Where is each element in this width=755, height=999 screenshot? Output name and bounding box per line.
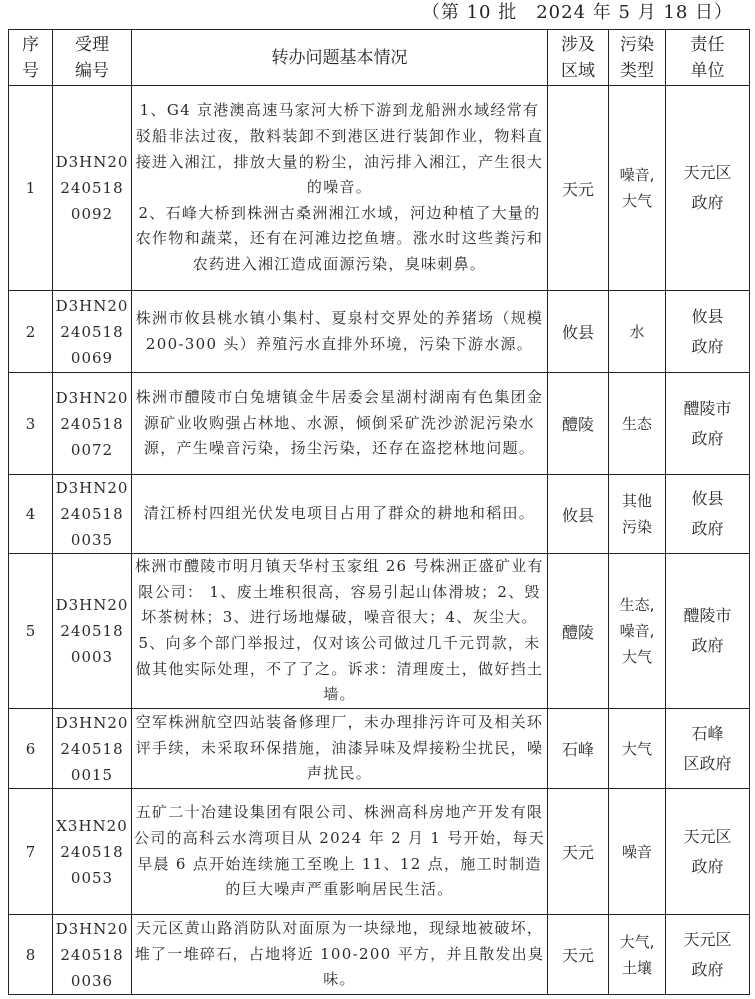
code-line: D3HN20	[55, 713, 129, 732]
code-line: D3HN20	[55, 479, 129, 497]
cell-responsible-unit	[666, 709, 750, 789]
header-text: 编号	[75, 60, 109, 81]
cell-code	[53, 789, 132, 915]
unit-line: 攸县	[691, 306, 724, 326]
unit-line: 醴陵市	[683, 606, 732, 625]
cell-pollution-type	[609, 475, 666, 554]
pollution-type-line: 大气	[621, 648, 652, 666]
header-text: 受理	[75, 34, 109, 55]
cell-code	[53, 915, 132, 995]
pollution-type-line: 噪音,	[619, 166, 655, 184]
table-header-row	[9, 30, 750, 86]
unit-line: 攸县	[691, 489, 724, 508]
cell-seq: 2	[9, 291, 53, 373]
cell-pollution-type	[609, 915, 666, 995]
header-text: 污染	[620, 34, 654, 55]
cell-pollution-type	[609, 373, 666, 475]
cell-code	[53, 709, 132, 789]
code-line: 240518	[60, 842, 124, 861]
pollution-type-line: 生态,	[619, 596, 655, 614]
code-line: D3HN20	[55, 596, 129, 614]
code-line: 0072	[70, 440, 114, 459]
cell-seq: 6	[9, 709, 53, 789]
pollution-type-line: 噪音,	[619, 622, 655, 640]
unit-line: 政府	[691, 636, 724, 655]
description-paragraph: 株洲市醴陵市明月镇天华村玉家组 26 号株洲正盛矿业有限公司： 1、废土堆积很高，容易引起山体滑坡；2、毁坏茶树林；3、进行场地爆破，噪音很大；4、灰尘大。5、向多个部门举报过，仅对该公司做过几千元罚款，未做其他实际处理，不了了之。诉求：清理废土，做好挡土墙。	[135, 557, 544, 704]
code-line: 0092	[70, 205, 114, 223]
cell-responsible-unit	[666, 915, 750, 995]
code-line: 240518	[60, 739, 124, 758]
header-text: 号	[22, 60, 39, 81]
complaint-table	[8, 29, 750, 995]
cell-pollution-type	[609, 789, 666, 915]
unit-line: 石峰	[691, 723, 724, 743]
cell-responsible-unit	[666, 554, 750, 709]
unit-line: 天元区	[683, 163, 732, 182]
cell-pollution-type	[609, 86, 666, 291]
cell-pollution-type	[609, 291, 666, 373]
cell-code	[53, 475, 132, 554]
table-row	[9, 554, 750, 709]
cell-region: 醴陵	[548, 373, 609, 475]
cell-seq: 7	[9, 789, 53, 915]
code-line: 240518	[60, 505, 124, 523]
cell-region: 天元	[548, 915, 609, 995]
unit-line: 政府	[691, 856, 724, 876]
code-line: 0036	[70, 971, 114, 990]
description-paragraph: 五矿二十冶建设集团有限公司、株洲高科房地产开发有限公司的高科云水湾项目从 2024 年 2 月 1 号开始，每天早晨 6 点开始连续施工至晚上 11、12 点，施工时制造的巨大噪声严重影响居民生活。	[133, 803, 546, 899]
description-paragraph: 1、G4 京港澳高速马家河大桥下游到龙船洲水域经常有驳船非法过夜，散料装卸不到港区进行装卸作业，物料直接进入湘江，排放大量的粉尘，油污排入湘江，产生很大的噪音。	[135, 101, 544, 197]
code-line: 0035	[70, 531, 114, 549]
cell-responsible-unit	[666, 475, 750, 554]
header-text: 序	[22, 34, 39, 55]
cell-description	[132, 915, 548, 995]
table-row	[9, 373, 750, 475]
code-line: D3HN20	[55, 296, 129, 315]
pollution-type-line: 土壤	[621, 958, 652, 977]
pollution-type-line: 其他	[621, 492, 652, 510]
header-code	[53, 30, 132, 86]
cell-region: 攸县	[548, 475, 609, 554]
code-line: 240518	[60, 179, 124, 197]
cell-seq: 4	[9, 475, 53, 554]
code-line: 0069	[70, 348, 114, 367]
pollution-type-line: 大气,	[619, 932, 655, 951]
cell-region: 石峰	[548, 709, 609, 789]
cell-responsible-unit	[666, 373, 750, 475]
cell-responsible-unit	[666, 86, 750, 291]
table-row	[9, 86, 750, 291]
pollution-type-line: 生态	[621, 414, 652, 433]
unit-line: 天元区	[683, 929, 732, 949]
cell-seq: 3	[9, 373, 53, 475]
cell-seq: 5	[9, 554, 53, 709]
unit-line: 天元区	[683, 826, 732, 846]
header-text: 单位	[690, 60, 725, 81]
pollution-type-line: 大气	[621, 739, 652, 758]
cell-description	[132, 554, 548, 709]
unit-line: 区政府	[683, 753, 732, 773]
cell-description	[132, 86, 548, 291]
table-row	[9, 789, 750, 915]
cell-description	[132, 709, 548, 789]
pollution-type-line: 污染	[621, 518, 652, 536]
cell-region: 天元	[548, 789, 609, 915]
description-paragraph: 2、石峰大桥到株洲古桑洲湘江水域，河边种植了大量的农作物和蔬菜，还有在河滩边挖鱼塘。涨水时这些粪污和农药进入湘江造成面源污染，臭味刺鼻。	[135, 203, 544, 273]
code-line: 240518	[60, 945, 124, 964]
unit-line: 政府	[691, 959, 724, 979]
cell-code	[53, 554, 132, 709]
unit-line: 政府	[691, 193, 724, 212]
batch-date-line: （第 10 批 2024 年 5 月 18 日）	[421, 2, 733, 23]
description-paragraph: 天元区黄山路消防队对面原为一块绿地，现绿地被破坏，堆了一堆碎石，占地将近 100-200 平方，并且散发出臭味。	[134, 919, 545, 989]
pollution-type-line: 水	[629, 322, 645, 341]
table-row	[9, 709, 750, 789]
description-paragraph: 空军株洲航空四站装备修理厂，未办理排污许可及相关环评手续，未采取环保措施，油漆异味及焊接粉尘扰民，噪声扰民。	[135, 713, 544, 783]
code-line: 240518	[60, 622, 124, 640]
header-desc: 转办问题基本情况	[132, 30, 548, 86]
code-line: D3HN20	[55, 388, 129, 407]
cell-description	[132, 373, 548, 475]
cell-seq: 1	[9, 86, 53, 291]
code-line: 240518	[60, 322, 124, 341]
header-text: 涉及	[561, 34, 595, 55]
cell-pollution-type	[609, 554, 666, 709]
code-line: 0003	[70, 648, 114, 666]
description-paragraph: 株洲市醴陵市白兔塘镇金牛居委会星湖村湖南有色集团金源矿业收购强占林地、水源，倾倒采矿洗沙淤泥污染水源，产生噪音污染，扬尘污染，还存在盗挖林地问题。	[135, 388, 544, 458]
code-line: 240518	[60, 414, 124, 433]
cell-description	[132, 291, 548, 373]
cell-responsible-unit	[666, 789, 750, 915]
header-pollution-type	[609, 30, 666, 86]
table-row	[9, 915, 750, 995]
cell-region: 醴陵	[548, 554, 609, 709]
description-paragraph: 清江桥村四组光伏发电项目占用了群众的耕地和稻田。	[143, 504, 536, 523]
unit-line: 政府	[691, 428, 724, 448]
header-text: 类型	[620, 60, 654, 81]
table-row	[9, 475, 750, 554]
unit-line: 醴陵市	[683, 398, 732, 418]
code-line: 0053	[70, 868, 114, 887]
header-seq	[9, 30, 53, 86]
table-row	[9, 291, 750, 373]
header-text: 区域	[561, 60, 595, 81]
cell-description	[132, 475, 548, 554]
code-line: X3HN20	[56, 816, 128, 835]
unit-line: 政府	[691, 336, 724, 356]
cell-code	[53, 373, 132, 475]
code-line: D3HN20	[55, 153, 129, 171]
header-responsible-unit	[666, 30, 750, 86]
code-line: D3HN20	[55, 919, 129, 938]
cell-seq: 8	[9, 915, 53, 995]
code-line: 0015	[70, 765, 114, 784]
cell-code	[53, 291, 132, 373]
cell-region: 攸县	[548, 291, 609, 373]
cell-responsible-unit	[666, 291, 750, 373]
cell-description	[132, 789, 548, 915]
table-body	[9, 86, 750, 995]
header-region	[548, 30, 609, 86]
cell-region: 天元	[548, 86, 609, 291]
cell-code	[53, 86, 132, 291]
cell-pollution-type	[609, 709, 666, 789]
pollution-type-line: 噪音	[621, 842, 652, 861]
pollution-type-line: 大气	[621, 192, 652, 210]
header-text: 责任	[690, 34, 725, 55]
unit-line: 政府	[691, 519, 724, 538]
description-paragraph: 株洲市攸县桃水镇小集村、夏泉村交界处的养猪场（规模 200-300 头）养殖污水直排外环境，污染下游水源。	[135, 308, 544, 353]
